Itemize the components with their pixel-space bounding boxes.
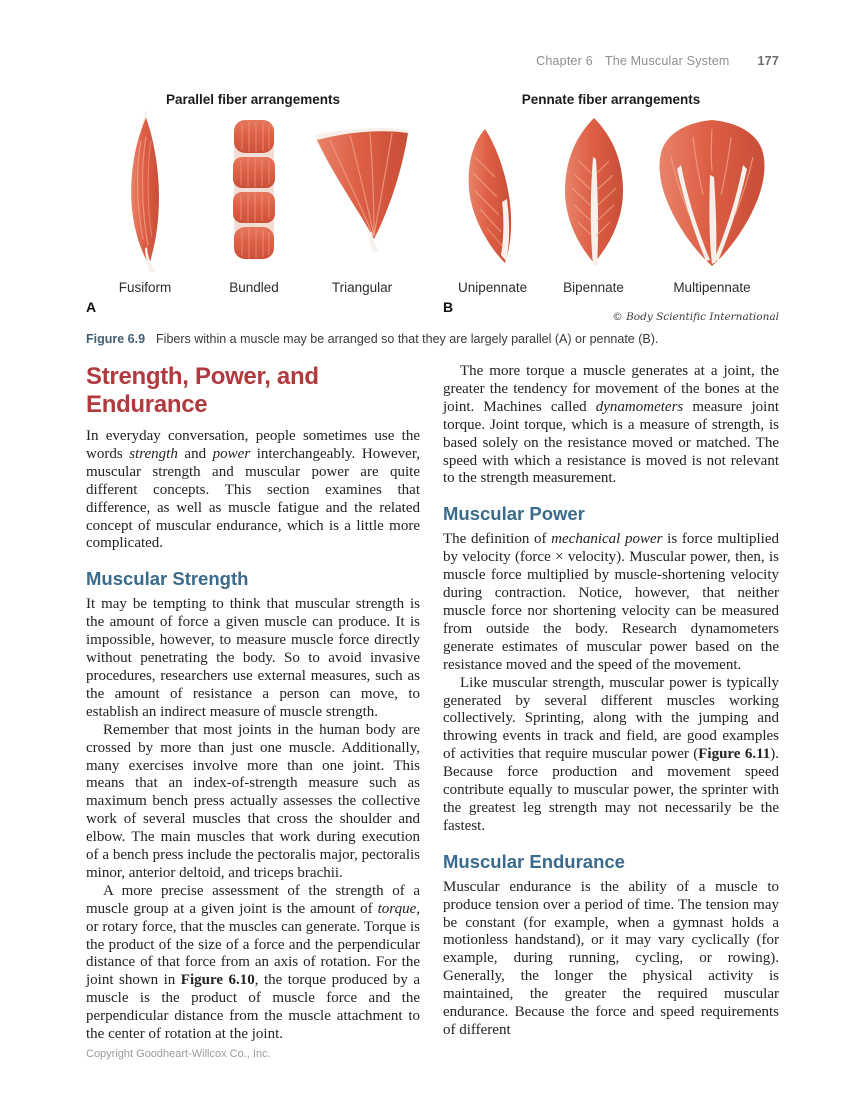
copyright-footer: Copyright Goodheart-Willcox Co., Inc.	[86, 1048, 271, 1060]
body-paragraph: A more precise assessment of the strength of a muscle group at a given joint is the amount of torque, or rotary force, that the muscles can generate. Torque is the product of the size of a force and the perpendicular distance of that force from an axis of rotation. For the joint shown in Figure 6.10, the torque produced by a muscle is the product of muscle force and the perpendicular distance from the muscle attachment to the center of rotation at the joint.	[86, 882, 420, 1043]
fusiform-cell	[86, 111, 204, 295]
figure-marker-a: A	[86, 299, 97, 315]
figure-caption	[86, 332, 779, 346]
running-header	[86, 0, 779, 68]
pennate-muscle-row	[443, 111, 779, 295]
section-heading: Muscular Endurance	[443, 850, 625, 872]
parallel-muscle-row	[86, 111, 420, 295]
pennate-fiber-group	[443, 92, 779, 295]
multipennate-cell	[645, 111, 779, 295]
marker-a-area	[86, 299, 420, 323]
body-paragraph: Like muscular strength, muscular power is typically generated by several different muscles working collectively. Sprinting, along with the jumping and throwing events in track and field, are good examples of activities that require muscular power (Figure 6.11). Because force production and movement speed contribute equally to muscular power, the sprinter with the greatest leg strength may not necessarily be the fastest.	[443, 674, 780, 834]
muscle-label-fusiform: Fusiform	[118, 280, 172, 295]
unipennate-cell	[443, 111, 542, 295]
article-title: Strength, Power, and Endurance	[86, 363, 319, 418]
triangular-cell	[304, 111, 420, 295]
triangular-muscle-illustration	[312, 127, 412, 252]
body-paragraph: Remember that most joints in the human body are crossed by more than just one muscle. Additionally, many exercises involve more than one joint. This means that an index-of-strength measure such as maximum bench press actually assesses the collective work of several muscles that cross the shoulder and elbow. The main muscles that work during execution of a bench press include the pectoralis major, pectoralis minor, anterior deltoid, and triceps brachii.	[86, 721, 420, 881]
bundled-muscle-illustration	[229, 119, 279, 260]
page-number: 177	[757, 54, 779, 68]
figure-groups	[86, 92, 779, 295]
body-paragraph: The definition of mechanical power is force multiplied by velocity (force × velocity). Muscular power, then, is muscle force multiplied by muscle-shortening velocity during contraction. Notice, however, that neither muscle force nor shortening velocity can be measured from outside the body. Research dynamometers generate estimates of muscular power based on the resistance moved and the speed of the movement.	[443, 531, 780, 673]
bipennate-muscle-illustration	[557, 115, 631, 268]
marker-b-area	[443, 299, 779, 323]
right-column-body	[443, 363, 779, 1040]
body-paragraph: Muscular endurance is the ability of a muscle to produce tension over a period of time. The tension may be constant (for example, when a gymnast holds a motionless handstand), or it may vary cyclically (for example, during running, cycling, or rowing). Generally, the longer the physical activity is maintained, the greater the required muscular endurance. Because the force and speed requirements of different	[443, 878, 779, 1038]
chapter-label: Chapter 6	[536, 54, 593, 68]
figure-caption-label: Figure 6.9	[86, 332, 146, 346]
muscle-label-multipennate: Multipennate	[673, 280, 751, 295]
page-content	[86, 0, 779, 1044]
unipennate-muscle-illustration	[461, 125, 525, 268]
bundled-cell	[204, 111, 304, 295]
muscle-label-triangular: Triangular	[331, 280, 393, 295]
body-paragraph: In everyday conversation, people sometimes use the words strength and power interchangeably. However, muscular strength and muscular power are quite different concepts. This section examines that difference, as well as muscle fatigue and the related concept of muscular endurance, which is a little more complicated.	[86, 428, 420, 552]
section-heading: Muscular Strength	[86, 568, 249, 590]
figure-credit: © Body Scientific International	[612, 311, 779, 323]
figure-footer	[86, 299, 779, 323]
parallel-fiber-group	[86, 92, 420, 295]
body-paragraph: It may be tempting to think that muscular strength is the amount of force a given muscle can produce. It is impossible, however, to measure muscle force directly without penetrating the body. So to avoid invasive procedures, researchers use external measures, such as the amount of resistance a person can move, to establish an indirect measure of muscle strength.	[86, 596, 420, 720]
parallel-group-title: Parallel fiber arrangements	[165, 92, 341, 107]
figure-caption-text: Fibers within a muscle may be arranged so that they are largely parallel (A) or pennate (B).	[156, 332, 659, 346]
left-column	[86, 363, 420, 1044]
chapter-title: The Muscular System	[604, 54, 730, 68]
left-column-body	[86, 428, 420, 1044]
figure-6-9	[86, 92, 779, 346]
body-paragraph: The more torque a muscle generates at a joint, the greater the tendency for movement of the bones at the joint. Machines called dynamometers measure joint torque. Joint torque, which is a measure of strength, is based solely on the resistance moved or matched. The speed with which a resistance is moved is not relevant to the strength measurement.	[443, 363, 779, 487]
figure-marker-b: B	[443, 299, 454, 315]
article-columns	[86, 363, 779, 1044]
bipennate-cell	[542, 111, 645, 295]
section-heading: Muscular Power	[443, 503, 585, 525]
multipennate-muscle-illustration	[653, 117, 771, 270]
right-column	[443, 363, 779, 1044]
muscle-label-bipennate: Bipennate	[563, 280, 624, 295]
muscle-label-unipennate: Unipennate	[458, 280, 528, 295]
muscle-label-bundled: Bundled	[229, 280, 279, 295]
pennate-group-title: Pennate fiber arrangements	[521, 92, 701, 107]
fusiform-muscle-illustration	[122, 111, 168, 272]
